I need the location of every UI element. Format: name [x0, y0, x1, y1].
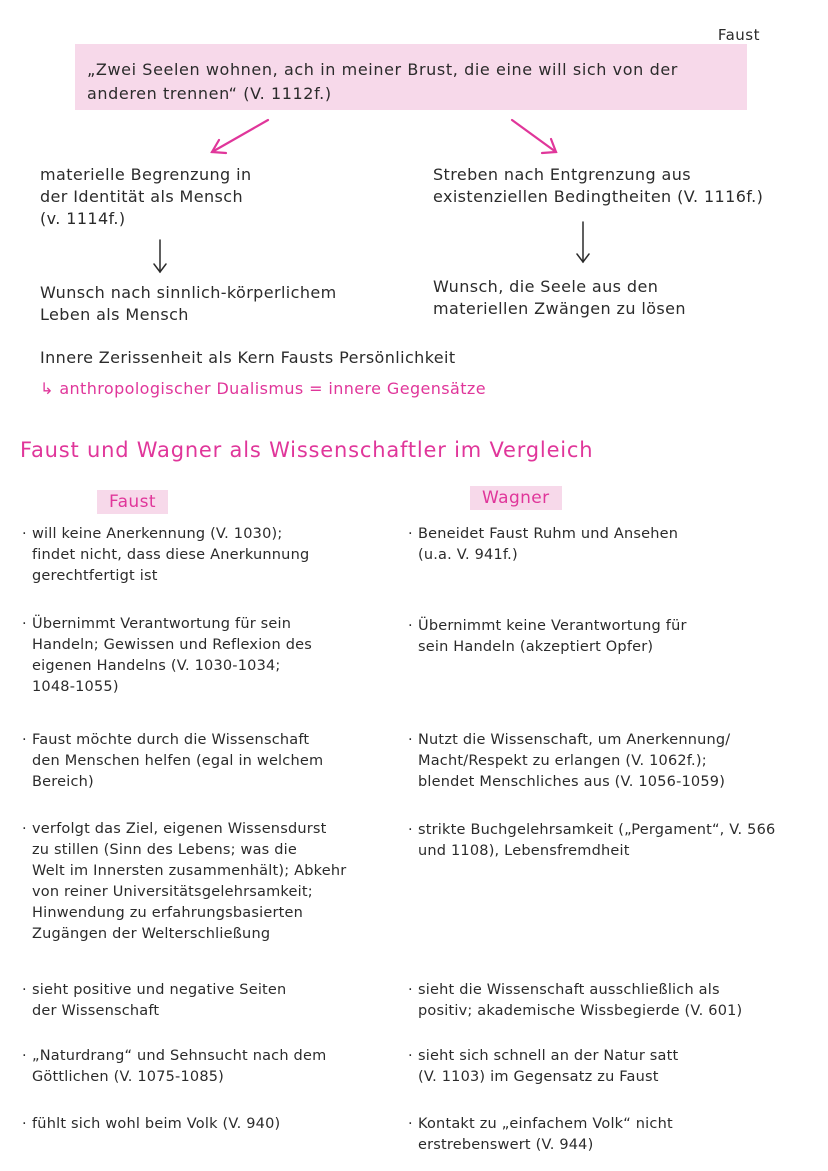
- wagner-item: · Übernimmt keine Verantwortung für sein Handeln (akzeptiert Opfer): [408, 618, 687, 655]
- corner-label: Faust: [717, 26, 760, 44]
- return-arrow-icon: ↳: [40, 379, 54, 398]
- wagner-item: · Kontakt zu „einfachem Volk“ nicht erstrebenswert (V. 944): [408, 1116, 673, 1153]
- wagner-item: · sieht die Wissenschaft ausschließlich als positiv; akademische Wissbegierde (V. 601): [408, 982, 743, 1019]
- faust-item: · „Naturdrang“ und Sehnsucht nach dem Göttlichen (V. 1075-1085): [22, 1048, 327, 1085]
- right-branch-top: Streben nach Entgrenzung aus existenziellen Bedingtheiten (V. 1116f.): [433, 165, 764, 206]
- quote-box: „Zwei Seelen wohnen, ach in meiner Brust, die eine will sich von der anderen trennen“ (V. 1112f.): [75, 44, 747, 110]
- wagner-item: · Nutzt die Wissenschaft, um Anerkennung/ Macht/Respekt zu erlangen (V. 1062f.); blendet Menschliches aus (V. 1056-1059): [408, 732, 731, 790]
- faust-item: · sieht positive und negative Seiten der Wissenschaft: [22, 982, 287, 1019]
- wagner-item: · sieht sich schnell an der Natur satt (V. 1103) im Gegensatz zu Faust: [408, 1048, 679, 1085]
- faust-column-header: Faust: [97, 490, 168, 514]
- faust-item: · Faust möchte durch die Wissenschaft den Menschen helfen (egal in welchem Bereich): [22, 732, 324, 790]
- dualism-line: ↳ anthropologischer Dualismus = innere Gegensätze: [40, 379, 486, 398]
- faust-item: · verfolgt das Ziel, eigenen Wissensdurst zu stillen (Sinn des Lebens; was die Welt im Innersten zusammenhält); Abkehr von reiner Universitätsgelehrsamkeit; Hinwendung zu erfahrungsbasierten Zugängen der Welterschließung: [22, 821, 347, 942]
- wagner-item: · Beneidet Faust Ruhm und Ansehen (u.a. V. 941f.): [408, 526, 679, 563]
- faust-item: · fühlt sich wohl beim Volk (V. 940): [22, 1116, 281, 1132]
- summary-line: Innere Zerissenheit als Kern Fausts Persönlichkeit: [40, 348, 456, 367]
- left-branch-bottom: Wunsch nach sinnlich-körperlichem Leben als Mensch: [40, 283, 337, 324]
- wagner-item: · strikte Buchgelehrsamkeit („Pergament“, V. 566 und 1108), Lebensfremdheit: [408, 822, 776, 859]
- diagram-arrows: [0, 0, 828, 300]
- section-title: Faust und Wagner als Wissenschaftler im Vergleich: [20, 438, 594, 462]
- pink-arrow-right-icon: [512, 120, 556, 152]
- left-branch-top: materielle Begrenzung in der Identität als Mensch (v. 1114f.): [40, 165, 252, 228]
- faust-item: · will keine Anerkennung (V. 1030); findet nicht, dass diese Anerkunnung gerechtfertigt ist: [22, 526, 310, 584]
- wagner-column-header: Wagner: [470, 486, 562, 510]
- faust-item: · Übernimmt Verantwortung für sein Handeln; Gewissen und Reflexion des eigenen Handelns (V. 1030-1034; 1048-1055): [22, 616, 312, 695]
- pink-arrow-left-icon: [212, 120, 268, 152]
- right-branch-bottom: Wunsch, die Seele aus den materiellen Zwängen zu lösen: [433, 277, 686, 318]
